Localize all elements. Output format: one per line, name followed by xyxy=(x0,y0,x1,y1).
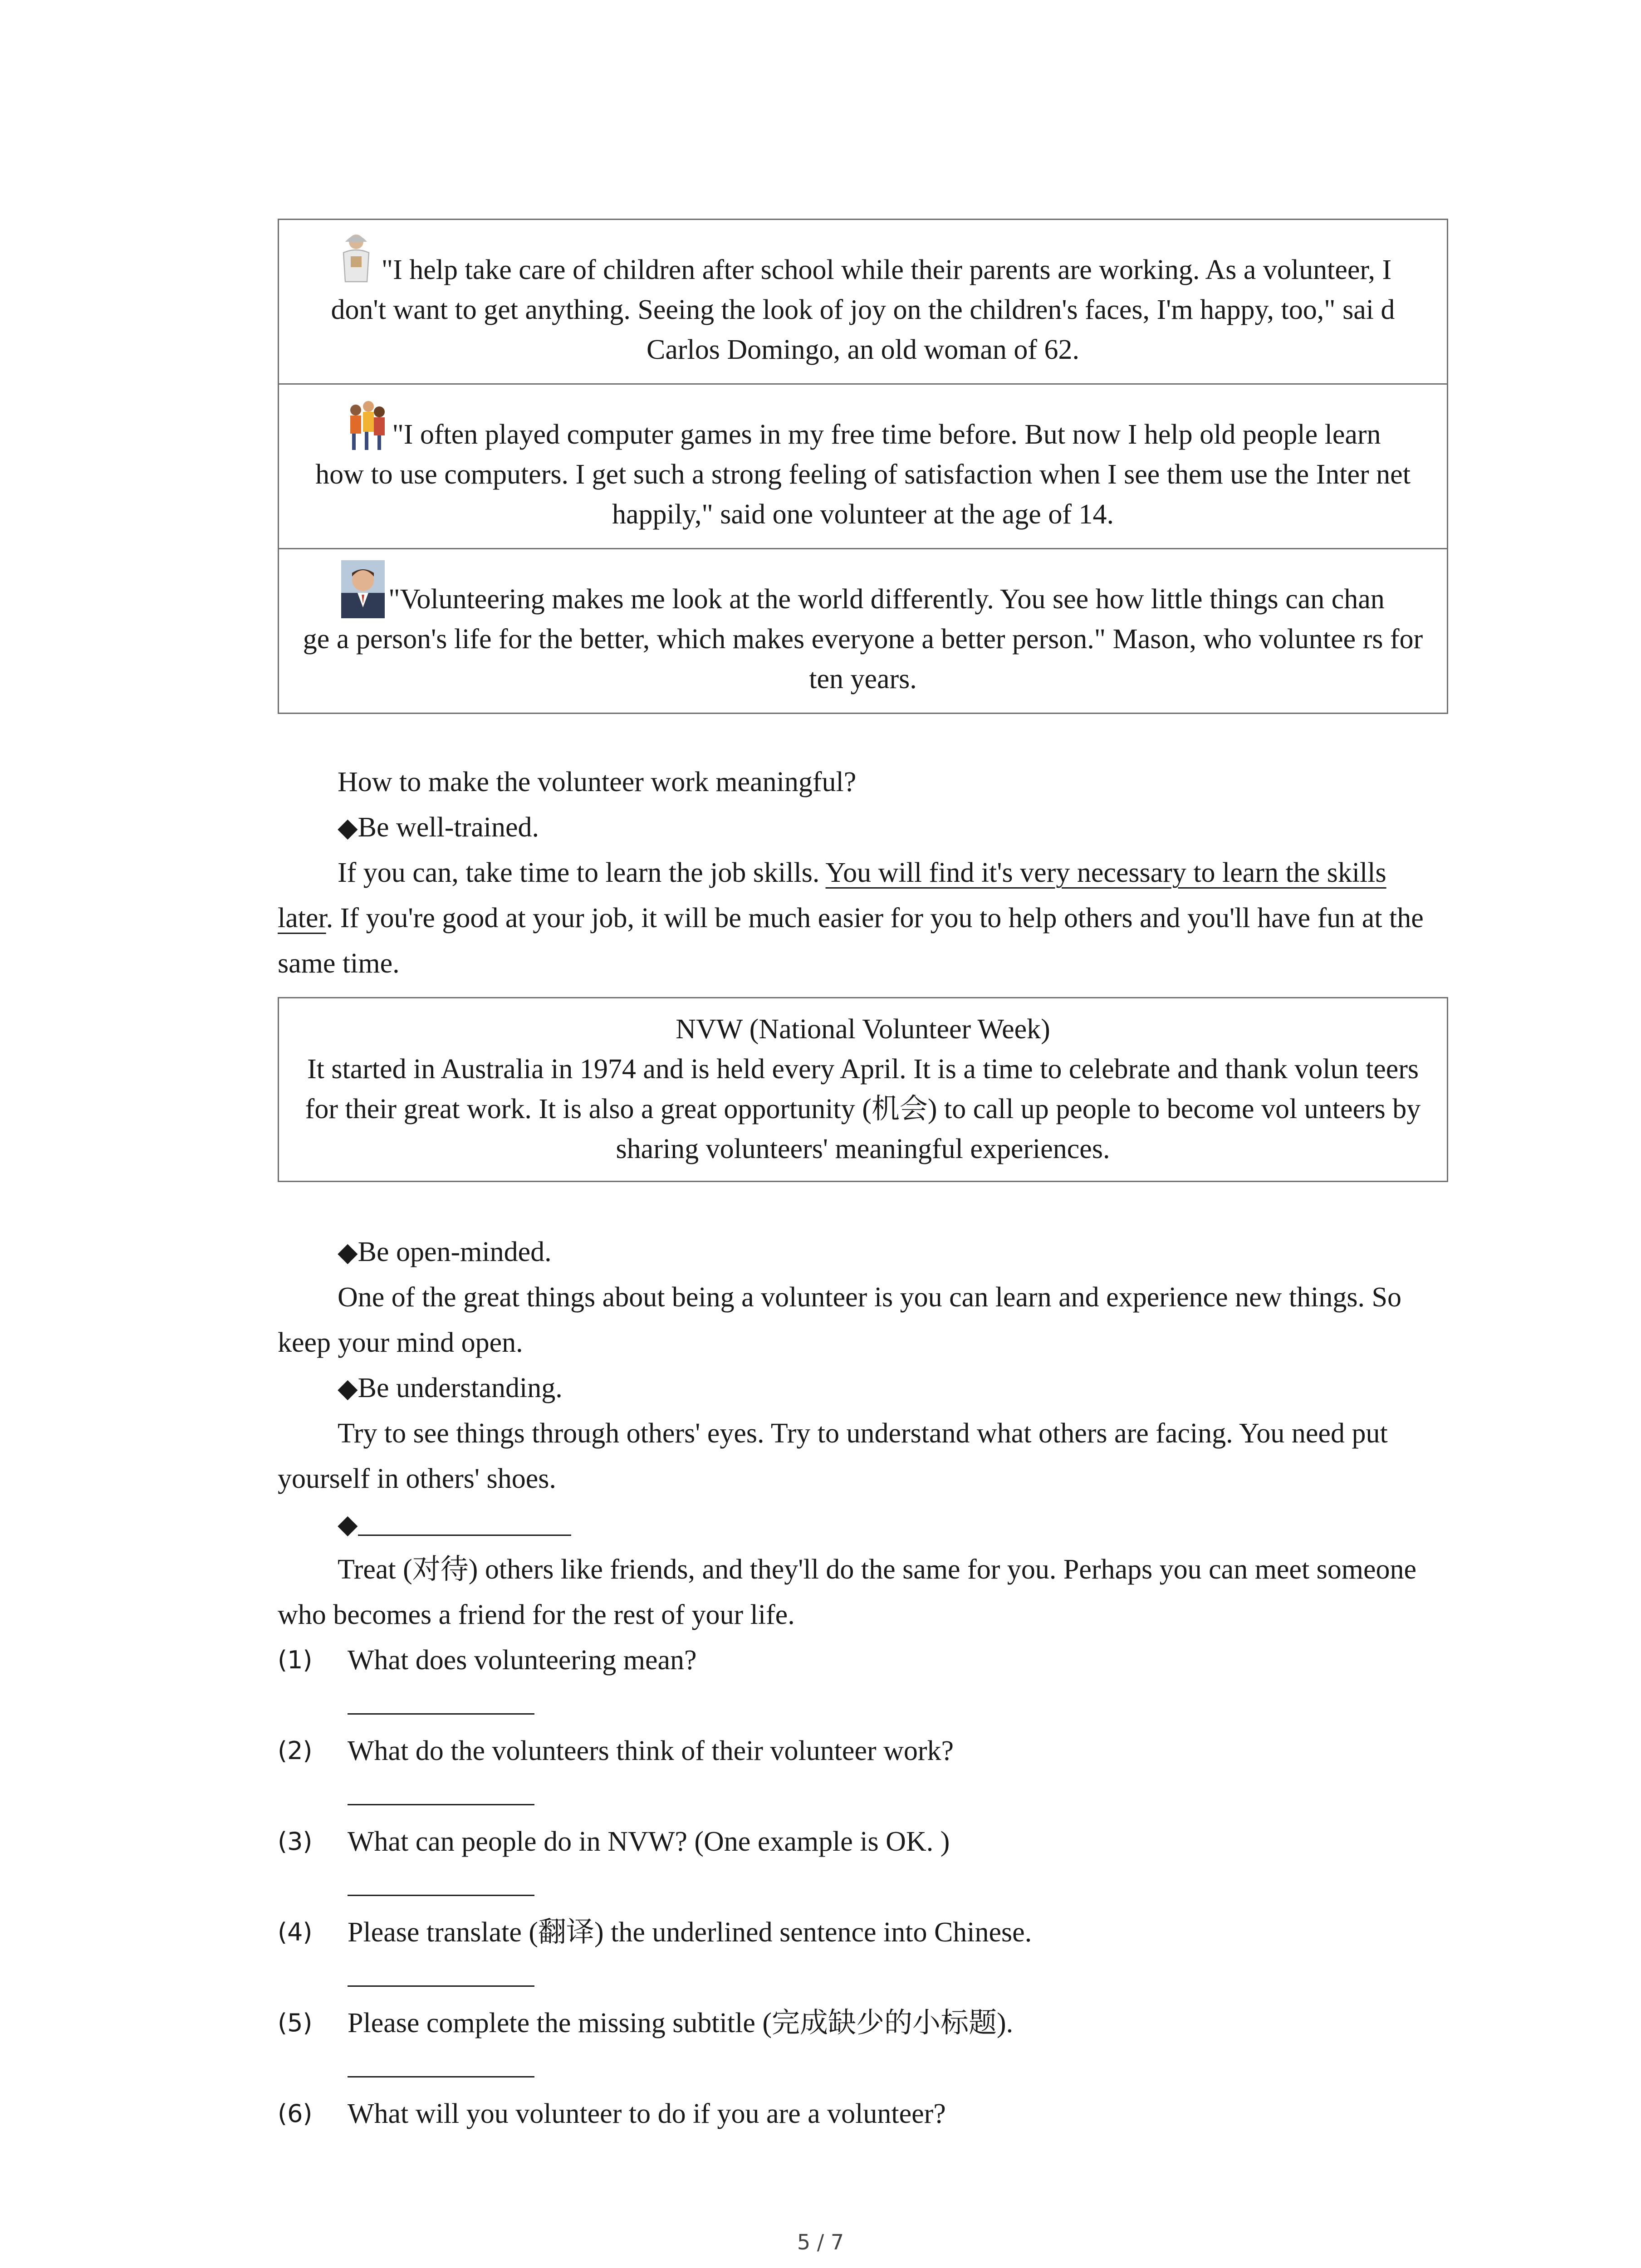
question-number: (6) xyxy=(278,2099,313,2128)
answer-blank[interactable] xyxy=(348,1864,1448,1910)
quotes-table xyxy=(278,219,1448,714)
question-text: What can people do in NVW? (One example is OK. ) xyxy=(348,1826,950,1857)
diamond-bullet-icon: ◆ xyxy=(338,1373,358,1403)
answer-blank[interactable] xyxy=(348,2046,1448,2091)
nvw-info-box xyxy=(278,997,1448,1182)
missing-subtitle-blank[interactable] xyxy=(358,1507,571,1536)
question-4 xyxy=(278,1910,1448,2000)
answer-blank[interactable] xyxy=(348,1955,1448,2000)
question-1 xyxy=(278,1637,1448,1728)
question-number: (2) xyxy=(278,1736,313,1765)
man-portrait-icon xyxy=(341,560,385,618)
paragraph-understanding: Try to see things through others' eyes. Try to understand what others are facing. You need put yourself in others' shoes. xyxy=(278,1418,1388,1494)
nvw-body: It started in Australia in 1974 and is held every April. It is a time to celebrate and thank volun teers for their great work. It is also a great opportunity (机会) to call up people to become vol unteers by sharing volunteers' meaningful experiences. xyxy=(305,1054,1421,1164)
quote-1-first-line: "I help take care of children after school while their parents are working. As a volunteer, I xyxy=(381,254,1392,285)
page-number: 5 / 7 xyxy=(797,2230,844,2254)
diamond-bullet-icon: ◆ xyxy=(338,812,358,843)
question-number: (5) xyxy=(278,2009,313,2037)
diamond-bullet-icon: ◆ xyxy=(338,1509,358,1540)
paragraph-open-minded: One of the great things about being a volunteer is you can learn and experience new things. So keep your mind open. xyxy=(278,1282,1401,1358)
subtitle-understanding: ◆Be understanding. xyxy=(338,1373,563,1403)
question-text: Please translate (翻译) the underlined sentence into Chinese. xyxy=(348,1917,1032,1948)
question-text: What does volunteering mean? xyxy=(348,1645,697,1676)
quote-3-first-line: "Volunteering makes me look at the world differently. You see how little things can chan xyxy=(388,584,1385,615)
quote-2-first-line: "I often played computer games in my free time before. But now I help old people learn xyxy=(392,419,1381,450)
question-number: (1) xyxy=(278,1646,313,1674)
question-number: (3) xyxy=(278,1827,313,1856)
question-text: What do the volunteers think of their volunteer work? xyxy=(348,1735,954,1766)
quote-3-rest: ge a person's life for the better, which makes everyone a better person." Mason, who voluntee rs for ten years. xyxy=(303,624,1423,694)
answer-blank[interactable] xyxy=(348,1774,1448,1819)
question-text: Please complete the missing subtitle (完成缺少的小标题). xyxy=(348,2008,1014,2038)
subtitle-missing xyxy=(278,1501,1448,1547)
question-text: What will you volunteer to do if you are a volunteer? xyxy=(348,2098,946,2129)
quote-cell-1 xyxy=(279,220,1447,385)
question-number: (4) xyxy=(278,1918,313,1946)
quote-cell-2 xyxy=(279,385,1447,549)
quote-2-rest: how to use computers. I get such a strong feeling of satisfaction when I see them use the Inter net happily," said one volunteer at the age of 14. xyxy=(315,459,1411,530)
teen-volunteers-icon xyxy=(345,396,388,454)
subtitle-open-minded: ◆Be open-minded. xyxy=(338,1237,552,1267)
paragraph-treat-others: Treat (对待) others like friends, and they'll do the same for you. Perhaps you can meet someone who becomes a friend for the rest of your life. xyxy=(278,1554,1417,1630)
subtitle-well-trained: ◆Be well-trained. xyxy=(338,812,539,843)
question-5 xyxy=(278,2000,1448,2091)
paragraph-skills: If you can, take time to learn the job skills. You will find it's very necessary to learn the skills later. If you're good at your job, it will be much easier for you to help others and you'll have fun at the same time. xyxy=(278,857,1424,979)
diamond-bullet-icon: ◆ xyxy=(338,1237,358,1267)
question-6 xyxy=(278,2091,1448,2136)
elderly-volunteer-icon xyxy=(334,231,378,289)
answer-blank[interactable] xyxy=(348,1683,1448,1728)
nvw-title: NVW (National Volunteer Week) xyxy=(676,1014,1050,1045)
quote-1-rest: don't want to get anything. Seeing the look of joy on the children's faces, I'm happy, too," sai d Carlos Domingo, an old woman of 62. xyxy=(331,294,1395,365)
underlined-sentence: You will find it's very necessary to learn the skills later xyxy=(278,857,1386,934)
quote-cell-3 xyxy=(279,549,1447,713)
question-3 xyxy=(278,1819,1448,1910)
question-2 xyxy=(278,1728,1448,1819)
section-question: How to make the volunteer work meaningful? xyxy=(338,767,857,797)
page-content xyxy=(278,219,1448,2136)
